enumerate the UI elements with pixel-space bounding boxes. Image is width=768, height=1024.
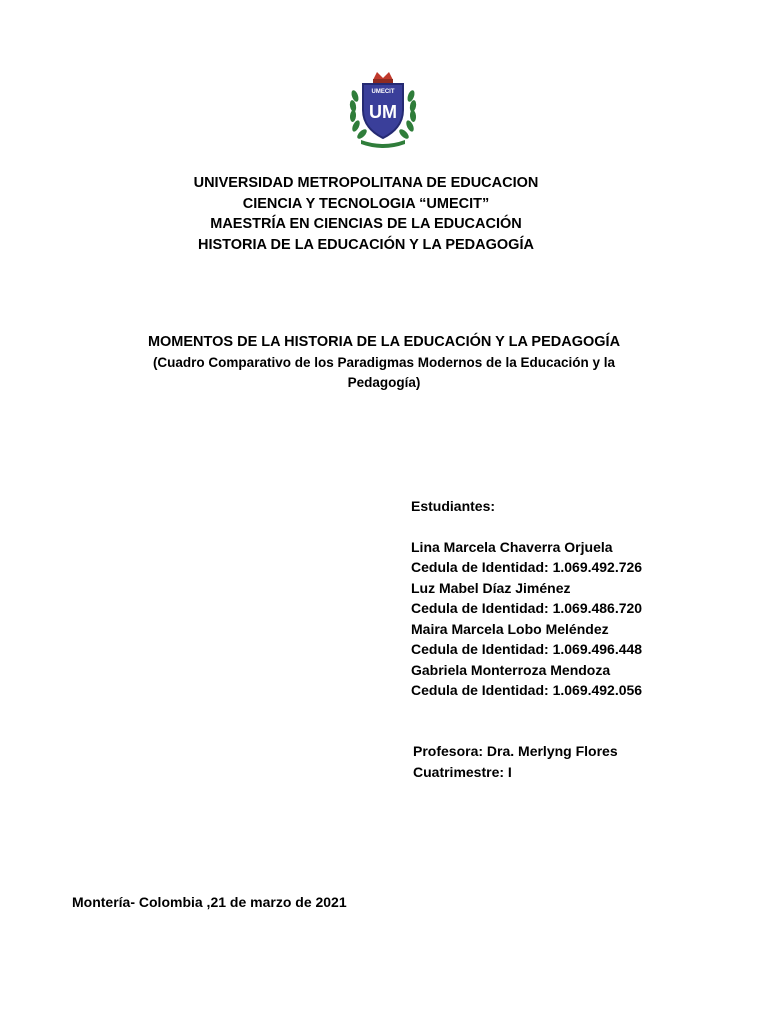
student-name: Lina Marcela Chaverra Orjuela xyxy=(411,538,613,555)
student-id: Cedula de Identidad: 1.069.492.726 xyxy=(411,559,643,575)
professor-block xyxy=(413,741,618,783)
logo-letters: UM xyxy=(369,102,397,122)
logo-text: UMECIT xyxy=(371,89,395,95)
university-line: MAESTRÍA EN CIENCIAS DE LA EDUCACIÓN xyxy=(210,216,522,232)
university-header xyxy=(0,173,750,255)
university-logo xyxy=(347,66,419,150)
university-line: HISTORIA DE LA EDUCACIÓN Y LA PEDAGOGÍA xyxy=(198,236,534,253)
student-id: Cedula de Identidad: 1.069.496.448 xyxy=(411,641,643,657)
title-subtitle xyxy=(0,353,768,393)
student-id: Cedula de Identidad: 1.069.486.720 xyxy=(411,600,643,616)
subtitle-line: (Cuadro Comparativo de los Paradigmas Modernos de la Educación y la xyxy=(152,354,616,370)
students-heading: Estudiantes: xyxy=(411,498,496,514)
student-name: Gabriela Monterroza Mendoza xyxy=(411,661,611,678)
university-line: UNIVERSIDAD METROPOLITANA DE EDUCACION xyxy=(193,175,539,191)
place-date: Montería- Colombia ,21 de marzo de 2021 xyxy=(72,894,347,910)
student-name: Luz Mabel Díaz Jiménez xyxy=(411,579,571,596)
student-id: Cedula de Identidad: 1.069.492.056 xyxy=(411,682,643,698)
title-main: MOMENTOS DE LA HISTORIA DE LA EDUCACIÓN Y LA PEDAGOGÍA xyxy=(147,334,621,350)
university-line: CIENCIA Y TECNOLOGIA “UMECIT” xyxy=(242,195,490,212)
crown-icon xyxy=(373,72,393,83)
subtitle-line: Pedagogía) xyxy=(347,374,421,390)
document-title xyxy=(0,332,768,393)
students-block xyxy=(411,496,642,701)
student-name: Maira Marcela Lobo Meléndez xyxy=(411,620,609,637)
professor-line: Profesora: Dra. Merlyng Flores xyxy=(413,743,618,759)
term-line: Cuatrimestre: I xyxy=(413,764,512,780)
